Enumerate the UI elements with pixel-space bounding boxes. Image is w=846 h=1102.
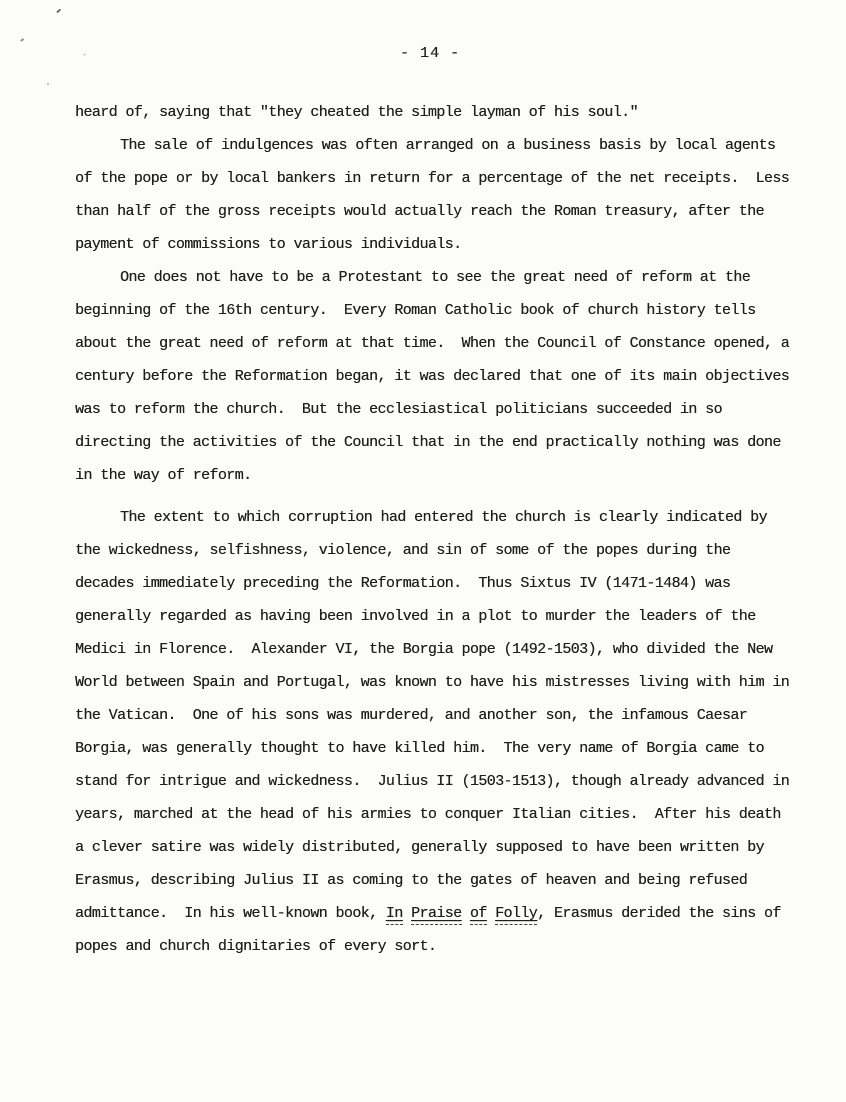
text-line: payment of commissions to various individuals.: [75, 236, 462, 253]
text-line: a clever satire was widely distributed, generally supposed to have been written by: [75, 839, 764, 856]
book-title-word: of: [470, 905, 487, 925]
text-line: years, marched at the head of his armies to conquer Italian cities. After his death: [75, 806, 781, 823]
text-line: The sale of indulgences was often arranged on a business basis by local agents: [120, 137, 776, 154]
book-title-word: In: [386, 905, 403, 925]
text-line: century before the Reformation began, it was declared that one of its main objectives: [75, 368, 790, 385]
text-line: One does not have to be a Protestant to see the great need of reform at the: [120, 269, 751, 286]
text-line: admittance. In his well-known book, In Praise of Folly, Erasmus derided the sins of: [75, 897, 815, 930]
text-line: in the way of reform.: [75, 467, 252, 484]
text-line: heard of, saying that "they cheated the simple layman of his soul.": [75, 104, 638, 121]
text-line: The extent to which corruption had entered the church is clearly indicated by: [120, 509, 767, 526]
text-line: decades immediately preceding the Reformation. Thus Sixtus IV (1471-1484) was: [75, 575, 731, 592]
text-line: directing the activities of the Council that in the end practically nothing was done: [75, 434, 781, 451]
book-title-word: Folly: [495, 905, 537, 925]
text-line: of the pope or by local bankers in return for a percentage of the net receipts. Less: [75, 170, 790, 187]
text-line: was to reform the church. But the ecclesiastical politicians succeeded in so: [75, 401, 722, 418]
text-line: stand for intrigue and wickedness. Julius II (1503-1513), though already advanced in: [75, 773, 790, 790]
text-line: Medici in Florence. Alexander VI, the Borgia pope (1492-1503), who divided the New: [75, 641, 773, 658]
text-body: [75, 96, 815, 963]
text-line: Erasmus, describing Julius II as coming to the gates of heaven and being refused: [75, 872, 748, 889]
text-line: than half of the gross receipts would actually reach the Roman treasury, after the: [75, 203, 764, 220]
text-line: Borgia, was generally thought to have killed him. The very name of Borgia came to: [75, 740, 764, 757]
book-title-word: Praise: [411, 905, 461, 925]
text-line: World between Spain and Portugal, was known to have his mistresses living with him in: [75, 674, 790, 691]
text-line: the wickedness, selfishness, violence, and sin of some of the popes during the: [75, 542, 731, 559]
scan-speck: [47, 83, 49, 85]
scan-speck: [20, 38, 24, 42]
text-line: the Vatican. One of his sons was murdered, and another son, the infamous Caesar: [75, 707, 748, 724]
text-line: generally regarded as having been involved in a plot to murder the leaders of the: [75, 608, 756, 625]
scan-speck: [56, 9, 61, 13]
text-line: about the great need of reform at that time. When the Council of Constance opened, a: [75, 335, 790, 352]
page-number: - 14 -: [399, 45, 460, 62]
text-line: beginning of the 16th century. Every Roman Catholic book of church history tells: [75, 302, 756, 319]
text-line: popes and church dignitaries of every sort.: [75, 938, 437, 955]
